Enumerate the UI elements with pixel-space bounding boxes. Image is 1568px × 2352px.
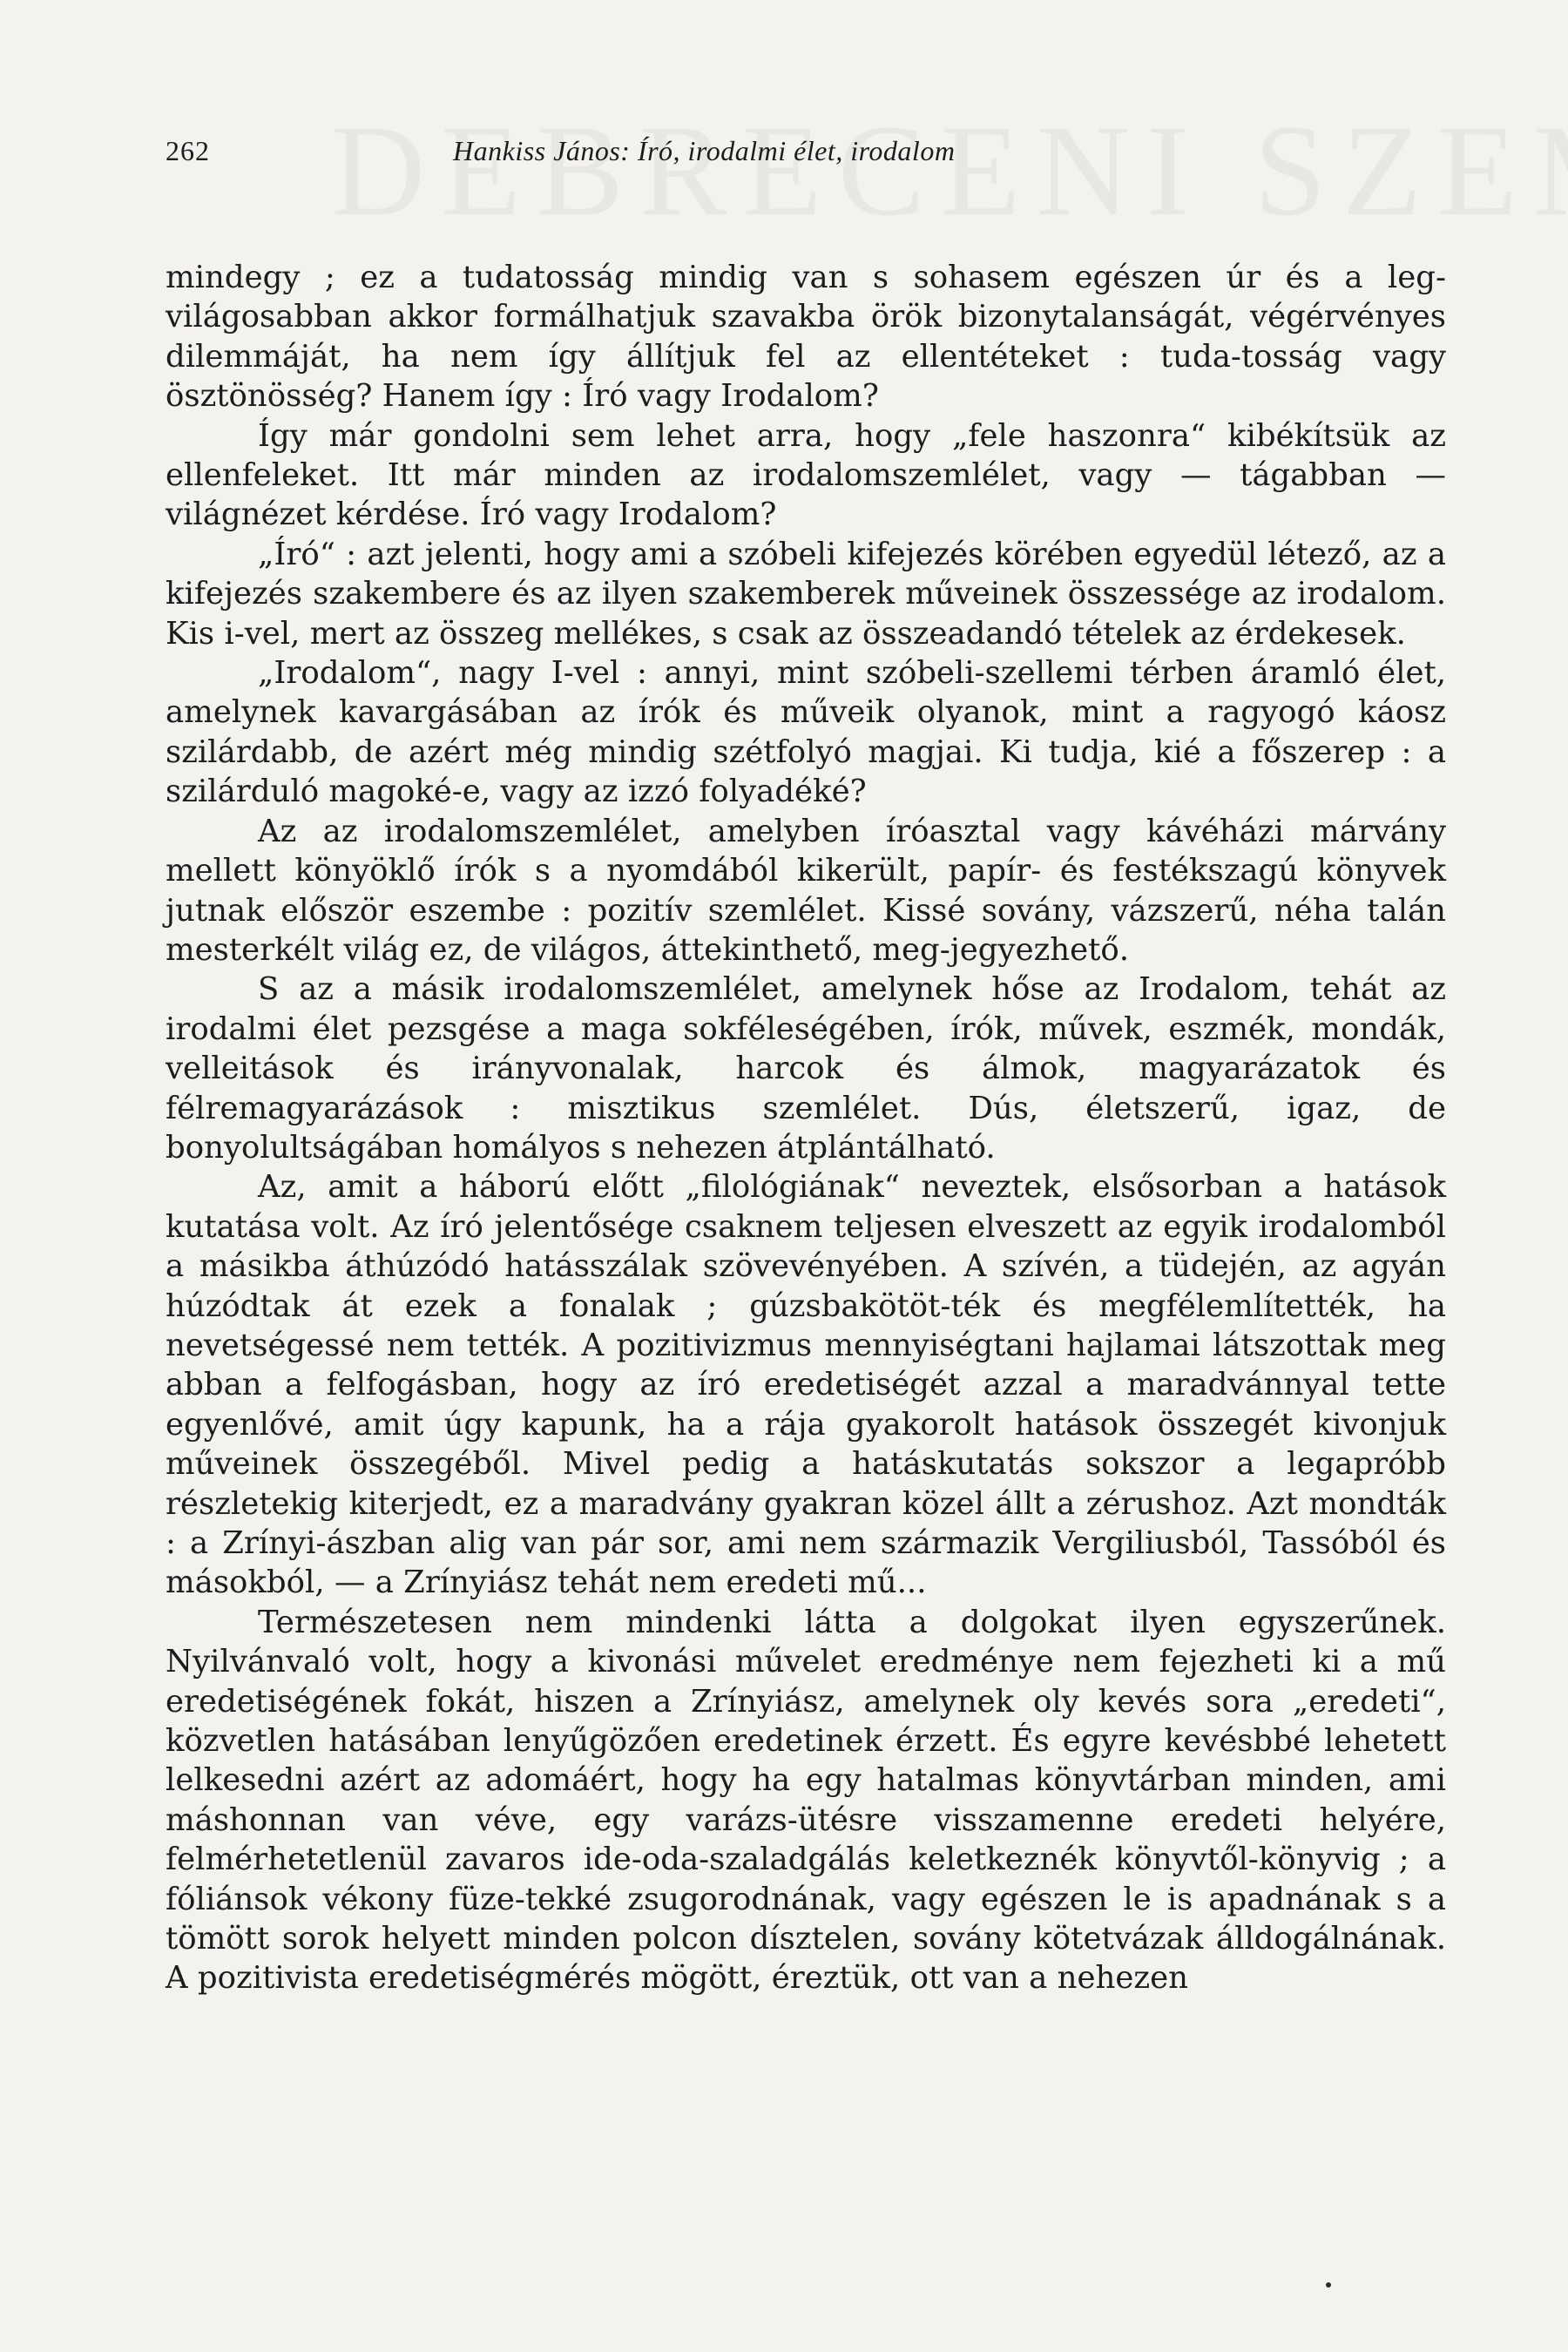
running-head: Hankiss János: Író, irodalmi élet, irodalom	[453, 135, 956, 166]
paragraph: S az a másik irodalomszemlélet, amelynek hőse az Irodalom, tehát az irodalmi élet pezsgése a maga sokféleségében, írók, művek, eszmék, mondák, velleitások és irányvonalak, harcok és álmok, magyarázatok és félremagyarázások : misztikus szemlélet. Dús, életszerű, igaz, de bonyolultságában homályos s nehezen átplántálható.	[166, 971, 1446, 1166]
paragraph: Természetesen nem mindenki látta a dolgokat ilyen egyszerűnek. Nyilvánvaló volt, hogy a kivonási művelet eredménye nem fejezheti ki a mű eredetiségének fokát, hiszen a Zrínyiász, amelynek oly kevés sora „eredeti“, közvetlen hatásában lenyűgözően eredetinek érzett. És egyre kevésbbé lehetett lelkesedni azért az adomáért, hogy ha egy hatalmas könyvtárban minden, ami máshonnan van véve, egy varázs-ütésre visszamenne eredeti helyére, felmérhetetlenül zavaros ide-oda-szaladgálás keletkeznék könyvtől-könyvig ; a fóliánsok vékony füze-tekké zsugorodnának, vagy egészen le is apadnának s a tömött sorok helyett minden polcon dísztelen, sovány kötetvázak álldogálnának. A pozitivista eredetiségmérés mögött, éreztük, ott van a nehezen	[166, 1604, 1446, 1997]
paragraph: Az, amit a háború előtt „filológiának“ neveztek, elsősorban a hatások kutatása volt. Az író jelentősége csaknem teljesen elveszett az egyik irodalomból a másikba áthúzódó hatásszálak szövevényében. A szívén, a tüdején, az agyán húzódtak át ezek a fonalak ; gúzsbakötöt-ték és megfélemlítették, ha nevetségessé nem tették. A pozitivizmus mennyiségtani hajlamai látszottak meg abban a felfogásban, hogy az író eredetiségét azzal a maradvánnyal tette egyenlővé, amit úgy kapunk, ha a rája gyakorolt hatások összegét kivonjuk műveinek összegéből. Mivel pedig a hatáskutatás sokszor a legapróbb részletekig kiterjedt, ez a maradvány gyakran közel állt a zérushoz. Azt mondták : a Zrínyi-ászban alig van pár sor, ami nem származik Vergiliusból, Tassóból és másokból, — a Zrínyiász tehát nem eredeti mű...	[166, 1169, 1446, 1601]
page-header	[166, 135, 1446, 179]
paragraph: mindegy ; ez a tudatosság mindig van s sohasem egészen úr és a leg-világosabban akkor formálhatjuk szavakba örök bizonytalanságát, végérvényes dilemmáját, ha nem így állítjuk fel az ellentéteket : tuda-tosság vagy ösztönösség? Hanem így : Író vagy Irodalom?	[166, 260, 1446, 415]
paragraph: Az az irodalomszemlélet, amelyben íróasztal vagy kávéházi márvány mellett könyöklő írók s a nyomdából kikerült, papír- és festékszagú könyvek jutnak először eszembe : pozitív szemlélet. Kissé sovány, vázszerű, néha talán mesterkélt világ ez, de világos, áttekinthető, meg-jegyezhető.	[166, 813, 1446, 968]
paragraph: „Irodalom“, nagy I-vel : annyi, mint szóbeli-szellemi térben áramló élet, amelynek kavargásában az írók és műveik olyanok, mint a ragyogó káosz szilárdabb, de azért még mindig szétfolyó magjai. Ki tudja, kié a főszerep : a szilárduló magoké-e, vagy az izzó folyadéké?	[166, 655, 1446, 810]
paragraph: Így már gondolni sem lehet arra, hogy „fele haszonra“ kibékítsük az ellenfeleket. Itt már minden az irodalomszemlélet, vagy — tágabban — világnézet kérdése. Író vagy Irodalom?	[166, 417, 1446, 533]
paragraph: „Író“ : azt jelenti, hogy ami a szóbeli kifejezés körében egyedül létező, az a kifejezés szakembere és az ilyen szakemberek műveinek összessége az irodalom. Kis i-vel, mert az összeg mellékes, s csak az összeadandó tételek az érdekesek.	[166, 536, 1446, 652]
page-number: 262	[166, 135, 210, 166]
body-text	[166, 258, 1446, 1998]
ink-dot	[1326, 2282, 1331, 2288]
